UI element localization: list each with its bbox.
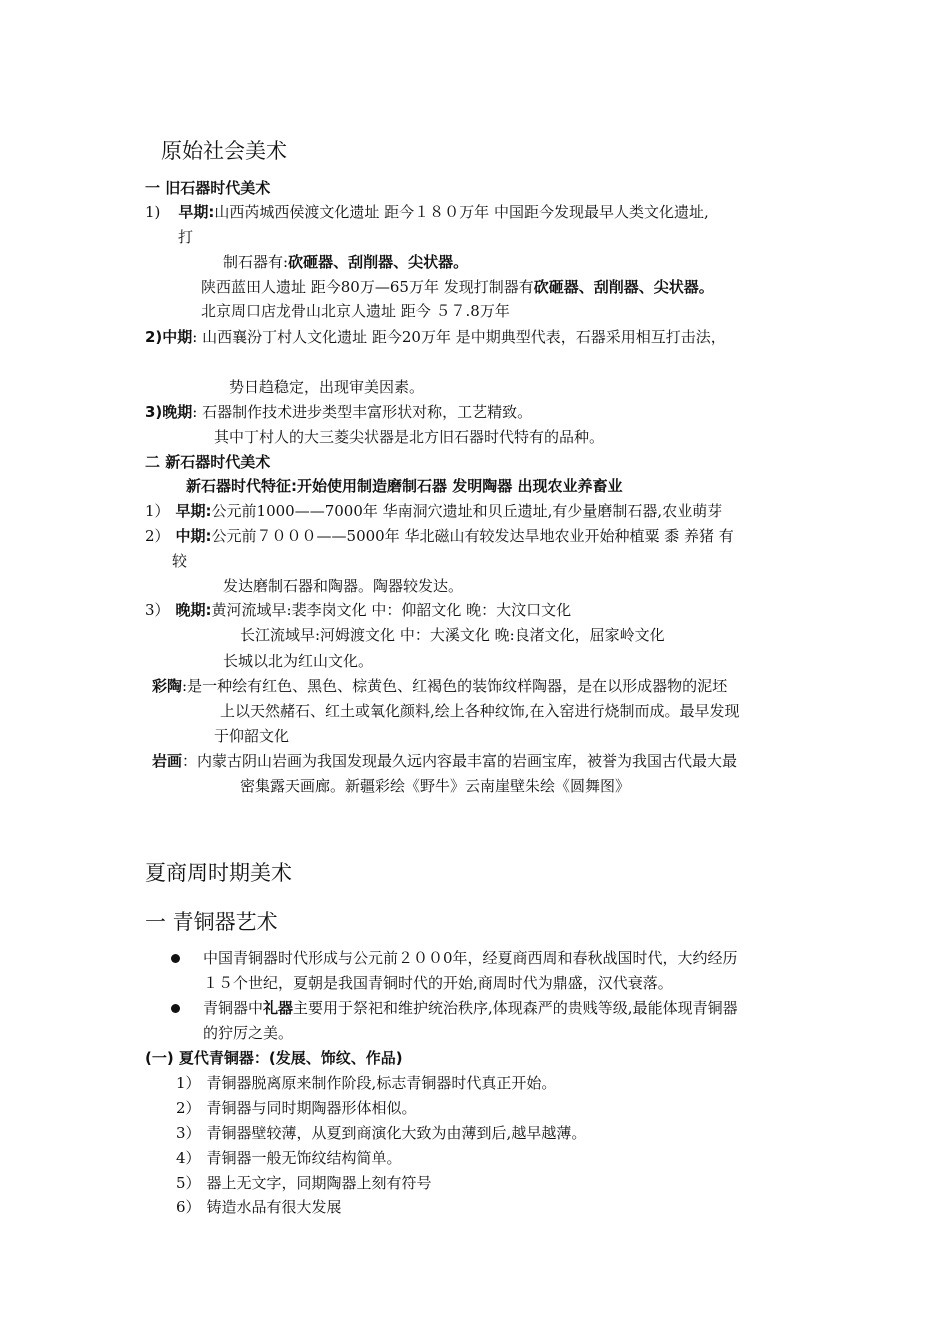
list-item-text: 青铜器一般无饰纹结构简单。 [206,1149,402,1167]
neolithic-mid-text-3: 发达磨制石器和陶器。陶器较发达。 [223,577,464,595]
list-number: 1) [145,203,161,221]
neolithic-mid-text-2: 较 [172,552,188,570]
caitao-text-2: 上以天然赭石、红土或氧化颜料,绘上各种纹饰,在入窑进行烧制而成。最早发现 [220,702,740,720]
label-late: 晚期: [175,601,212,619]
bold-tools: 砍砸器、刮削器、尖状器。 [288,253,469,271]
text-span: 青铜器中 [203,999,264,1017]
label-caitao: 彩陶 [152,677,183,695]
bullet-icon [171,954,180,963]
neolithic-mid-text: 公元前７０００——5000年 华北磁山有较发达旱地农业开始种植粟 黍 养猪 有 [211,527,734,545]
paleolithic-late-line [145,402,532,422]
bullet1-text-2: １５个世纪，夏朝是我国青铜时代的开始,商周时代为鼎盛，汉代衰落。 [203,974,673,992]
label-yanhua: 岩画 [152,752,183,770]
yanhua-text-2: 密集露天画廊。新疆彩绘《野牛》云南崖壁朱绘《圆舞图》 [240,777,631,795]
bold-liqi: 礼器 [263,999,294,1017]
list-item-text: 青铜器脱离原来制作阶段,标志青铜器时代真正开始。 [206,1074,557,1092]
text-span: 制石器有: [223,253,289,271]
text-span: 主要用于祭祀和维护统治秩序,体现森严的贵贱等级,最能体现青铜器 [293,999,738,1017]
list-item [176,1148,402,1168]
paleolithic-early-line3 [223,252,468,272]
list-item [176,1123,586,1143]
paleolithic-early-line5: 北京周口店龙骨山北京人遗址 距今 ５７.8万年 [201,302,510,320]
list-number: 5） [176,1174,201,1192]
section-title-primitive-art: 原始社会美术 [161,139,287,163]
text-span: 陕西蓝田人遗址 距今80万—65万年 发现打制器有 [201,278,534,296]
caitao-text-3: 于仰韶文化 [214,727,290,745]
heading-neolithic: 二 新石器时代美术 [145,453,271,471]
section-title-xia-shang-zhou: 夏商周时期美术 [145,861,292,885]
neolithic-early-line [145,501,722,521]
heading-bronze-art: 一 青铜器艺术 [145,910,278,934]
bullet2-line [203,998,738,1018]
neolithic-late-text: 黄河流域早:裴李岗文化 中：仰韶文化 晚：大汶口文化 [211,601,572,619]
paleolithic-mid-line [145,327,726,347]
list-item-text: 青铜器与同时期陶器形体相似。 [206,1099,417,1117]
paleolithic-early-text-2: 打 [178,228,194,246]
neolithic-early-text: 公元前1000——7000年 华南洞穴遗址和贝丘遗址,有少量磨制石器,农业萌芽 [211,502,723,520]
list-item-text: 器上无文字，同期陶器上刻有符号 [206,1174,432,1192]
heading-xia-bronze: (一) 夏代青铜器：(发展、饰纹、作品) [145,1049,403,1067]
list-item-text: 铸造水品有很大发展 [206,1198,342,1216]
bullet2-text-2: 的狞厉之美。 [203,1024,294,1042]
bullet-icon [171,1004,180,1013]
yanhua-text: ：内蒙古阴山岩画为我国发现最久远内容最丰富的岩画宝库，被誉为我国古代最大最 [182,752,738,770]
paleolithic-mid-text: : 山西襄汾丁村人文化遗址 距今20万年 是中期典型代表，石器采用相互打击法， [192,328,726,346]
yanhua-line [152,751,737,771]
heading-paleolithic: 一 旧石器时代美术 [145,179,271,197]
list-item-text: 青铜器壁较薄，从夏到商演化大致为由薄到后,越早越薄。 [206,1124,587,1142]
paleolithic-early-line [145,202,709,222]
paleolithic-late-text-2: 其中丁村人的大三菱尖状器是北方旧石器时代特有的品种。 [214,428,605,446]
caitao-line [152,676,727,696]
bullet1-text: 中国青铜器时代形成与公元前２００0年，经夏商西周和春秋战国时代，大约经历 [203,949,738,967]
list-number: 1） [145,502,170,520]
list-number: 4） [176,1149,201,1167]
paleolithic-early-line4 [201,277,714,297]
label-mid: 中期: [175,527,212,545]
list-item [176,1173,432,1193]
bold-tools: 砍砸器、刮削器、尖状器。 [533,278,714,296]
list-number: 6） [176,1198,201,1216]
label-early: 早期: [175,502,212,520]
neolithic-late-line [145,600,571,620]
list-item [176,1197,342,1217]
label-late: 3)晚期 [145,403,193,421]
caitao-text: :是一种绘有红色、黑色、棕黄色、红褐色的装饰纹样陶器，是在以形成器物的泥坯 [182,677,728,695]
paleolithic-early-text: 山西芮城西侯渡文化遗址 距今１８０万年 中国距今发现最早人类文化遗址, [214,203,709,221]
label-early: 早期: [178,203,215,221]
list-number: 2） [176,1099,201,1117]
list-number: 3） [176,1124,201,1142]
list-number: 2） [145,527,170,545]
label-mid: 2)中期 [145,328,193,346]
paleolithic-mid-text-2: 势日趋稳定，出现审美因素。 [229,378,425,396]
neolithic-mid-line [145,526,734,546]
paleolithic-late-text: : 石器制作技术进步类型丰富形状对称，工艺精致。 [192,403,533,421]
list-number: 1） [176,1074,201,1092]
list-item [176,1098,417,1118]
list-item [176,1073,556,1093]
neolithic-late-text-2: 长江流域早:河姆渡文化 中：大溪文化 晚:良渚文化，屈家岭文化 [240,626,665,644]
list-number: 3） [145,601,170,619]
neolithic-late-text-3: 长城以北为红山文化。 [223,652,374,670]
neolithic-features: 新石器时代特征:开始使用制造磨制石器 发明陶器 出现农业养畜业 [186,477,623,495]
